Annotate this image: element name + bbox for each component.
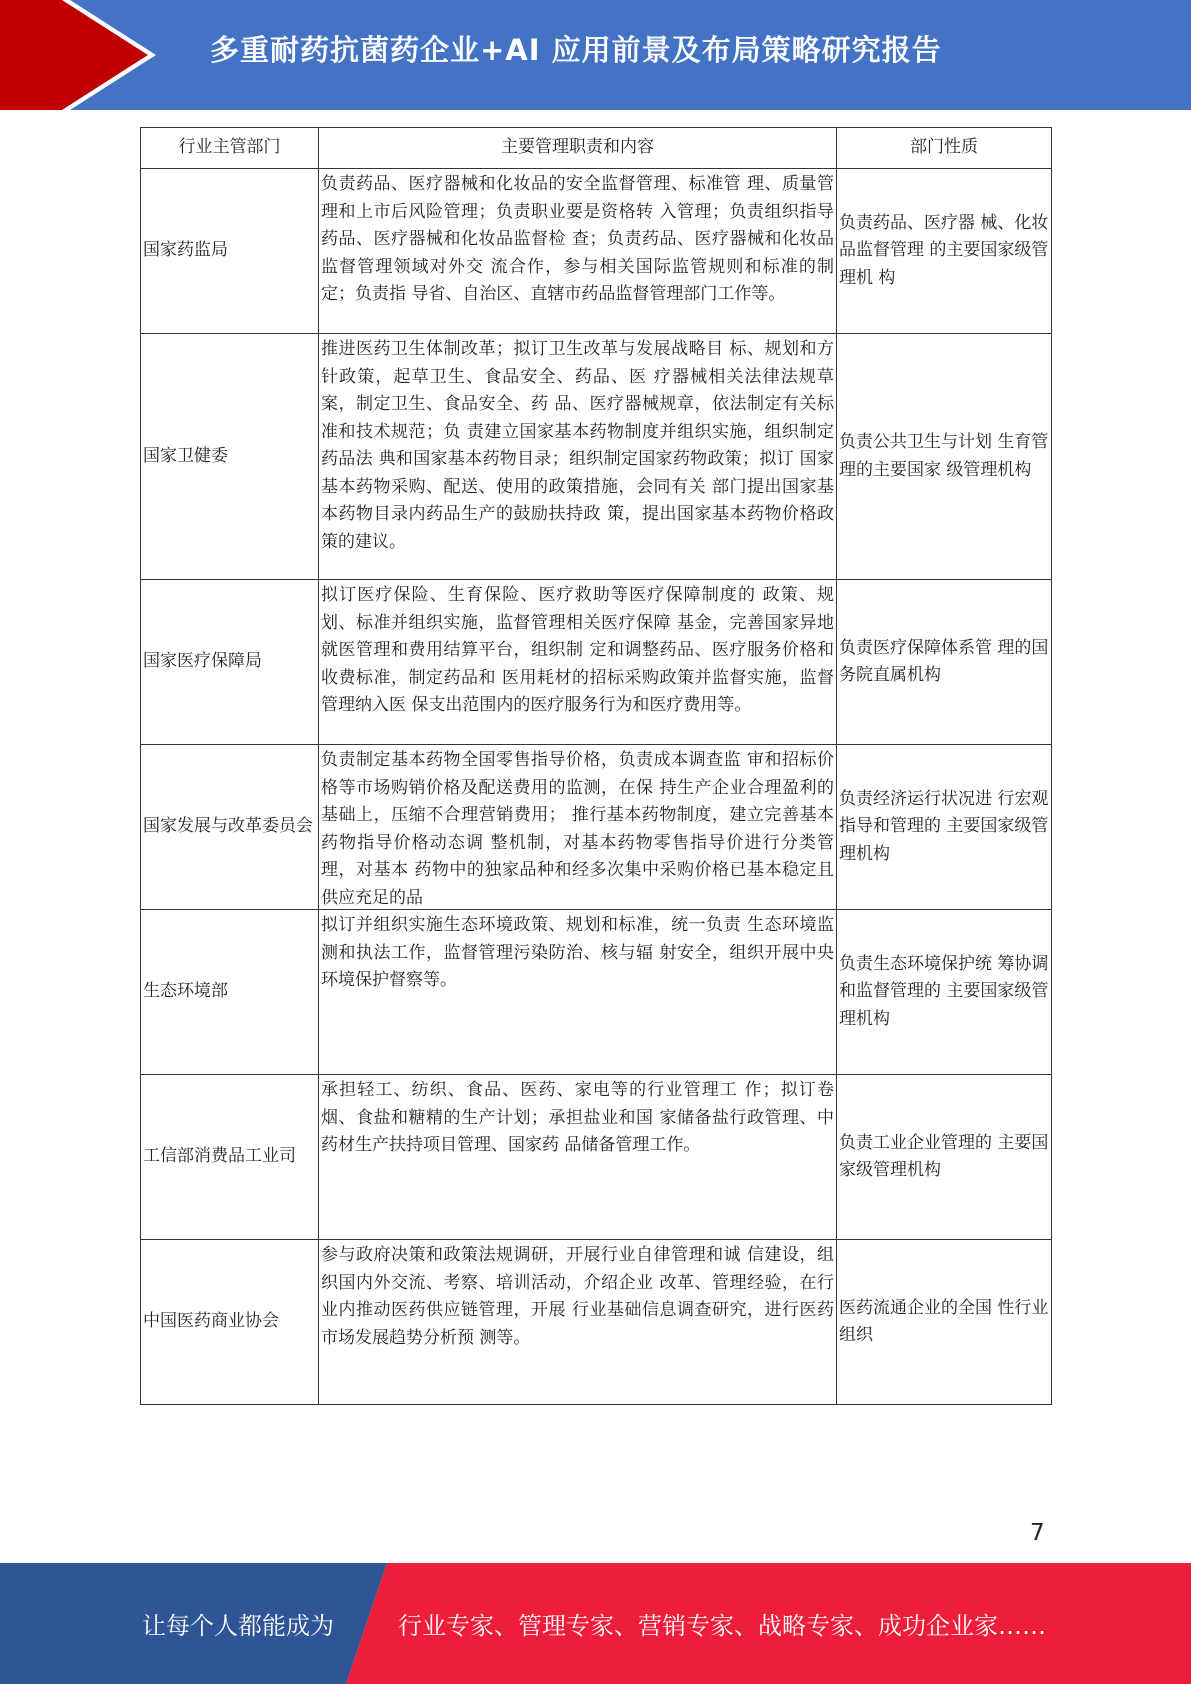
header-band — [0, 0, 1191, 110]
dept-cell: 工信部消费品工业司 — [141, 1075, 319, 1240]
footer-slogan-right: 行业专家、管理专家、营销专家、战略专家、成功企业家…… — [398, 1612, 1046, 1640]
table-row — [141, 1075, 1052, 1240]
report-title: 多重耐药抗菌药企业+AI 应用前景及布局策略研究报告 — [210, 33, 942, 67]
nature-cell: 负责经济运行状况进 行宏观指导和管理的 主要国家级管理机构 — [837, 745, 1052, 910]
dept-cell: 国家医疗保障局 — [141, 580, 319, 745]
duty-cell: 拟订医疗保险、生育保险、医疗救助等医疗保障制度的 政策、规划、标准并组织实施，监督管理相关医疗保障 基金，完善国家异地就医管理和费用结算平台，组织制 定和调整药品、医疗服务价格和收费标准，制定药品和 医用耗材的招标采购政策并监督实施，监督管理纳入医 保支出范围内的医疗服务行为和医疗费用等。 — [319, 580, 837, 745]
nature-cell: 负责生态环境保护统 筹协调和监督管理的 主要国家级管理机构 — [837, 910, 1052, 1075]
table-row — [141, 745, 1052, 910]
authority-table — [140, 127, 1052, 1405]
table-row — [141, 910, 1052, 1075]
duty-cell — [319, 745, 837, 910]
page-number: 7 — [1030, 1520, 1045, 1546]
duty-cell: 拟订并组织实施生态环境政策、规划和标准，统一负责 生态环境监测和执法工作，监督管理污染防治、核与辐 射安全，组织开展中央环境保护督察等。 — [319, 910, 837, 1075]
table-row — [141, 169, 1052, 334]
column-header-nature: 部门性质 — [837, 128, 1052, 169]
duty-cell: 参与政府决策和政策法规调研，开展行业自律管理和诚 信建设，组织国内外交流、考察、培训活动，介绍企业 改革、管理经验，在行业内推动医药供应链管理，开展 行业基础信息调查研究，进行医药市场发展趋势分析预 测等。 — [319, 1240, 837, 1405]
dept-cell: 国家药监局 — [141, 169, 319, 334]
table-row — [141, 1240, 1052, 1405]
duty-text: 负责制定基本药物全国零售指导价格，负责成本调查监 审和招标价格等市场购销价格及配送费用的监测，在保 持生产企业合理盈利的基础上，压缩不合理营销费用； 推行基本药物制度，建立完善基本药物指导价格动态调 整机制，对基本药物零售指导价进行分类管理，对基本 药物中的独家品种和经多次集中采购价格已基本稳定且 供应充足的品 — [321, 750, 834, 907]
nature-cell: 负责医疗保障体系管 理的国务院直属机构 — [837, 580, 1052, 745]
nature-cell: 负责药品、医疗器 械、化妆品监督管理 的主要国家级管理机 构 — [837, 169, 1052, 334]
dept-cell: 国家发展与改革委员会 — [141, 745, 319, 910]
dept-cell: 中国医药商业协会 — [141, 1240, 319, 1405]
nature-cell: 负责公共卫生与计划 生育管理的主要国家 级管理机构 — [837, 334, 1052, 580]
table-row — [141, 580, 1052, 745]
dept-cell: 生态环境部 — [141, 910, 319, 1075]
dept-cell: 国家卫健委 — [141, 334, 319, 580]
table-row — [141, 334, 1052, 580]
column-header-duty: 主要管理职责和内容 — [319, 128, 837, 169]
duty-cell: 推进医药卫生体制改革；拟订卫生改革与发展战略目 标、规划和方针政策，起草卫生、食品安全、药品、医 疗器械相关法律法规草案，制定卫生、食品安全、药 品、医疗器械规章，依法制定有关标准和技术规范；负 责建立国家基本药物制度并组织实施，组织制定药品法 典和国家基本药物目录；组织制定国家药物政策；拟订 国家基本药物采购、配送、使用的政策措施，会同有关 部门提出国家基本药物目录内药品生产的鼓励扶持政 策，提出国家基本药物价格政策的建议。 — [319, 334, 837, 580]
table-header-row — [141, 128, 1052, 169]
nature-cell: 医药流通企业的全国 性行业组织 — [837, 1240, 1052, 1405]
nature-cell: 负责工业企业管理的 主要国家级管理机构 — [837, 1075, 1052, 1240]
duty-cell: 负责药品、医疗器械和化妆品的安全监督管理、标准管 理、质量管理和上市后风险管理；负责职业要是资格转 入管理；负责组织指导药品、医疗器械和化妆品监督检 查；负责药品、医疗器械和化妆品监督管理领域对外交 流合作，参与相关国际监管规则和标准的制定；负责指 导省、自治区、直辖市药品监督管理部门工作等。 — [319, 169, 837, 334]
footer-band — [0, 1563, 1191, 1684]
footer-slogan-left: 让每个人都能成为 — [142, 1612, 334, 1640]
column-header-dept: 行业主管部门 — [141, 128, 319, 169]
duty-cell: 承担轻工、纺织、食品、医药、家电等的行业管理工 作；拟订卷烟、食盐和糖精的生产计划；承担盐业和国 家储备盐行政管理、中药材生产扶持项目管理、国家药 品储备管理工作。 — [319, 1075, 837, 1240]
